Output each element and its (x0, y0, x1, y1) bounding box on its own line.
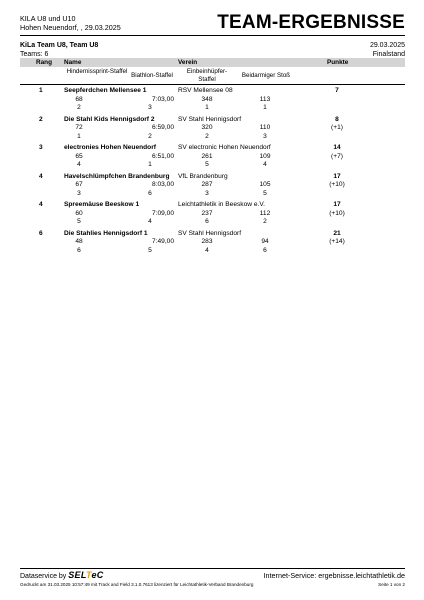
discipline-place: 3 (148, 104, 152, 111)
results-table (20, 87, 405, 259)
discipline-performance: 287 (201, 181, 213, 189)
team-name: Havelschlümpfchen Brandenburg (64, 172, 170, 180)
team-club: SV electronic Hohen Neuendorf (178, 144, 271, 152)
discipline-place: 2 (148, 132, 152, 140)
discipline-place: 4 (148, 218, 152, 226)
team-club: RSV Mellensee 08 (178, 87, 233, 94)
discipline-performance: 7:49,00 (152, 238, 174, 246)
team-rank: 4 (39, 172, 43, 180)
col-rang: Rang (36, 59, 52, 66)
discipline-place: 1 (148, 161, 152, 169)
seltec-logo: SELTeC (68, 570, 104, 580)
footer-divider (20, 568, 405, 569)
team-name: electronies Hohen Neuendorf (64, 144, 156, 152)
discipline-place: 2 (263, 218, 267, 226)
discipline-place: 5 (205, 161, 209, 169)
discipline-header (20, 67, 405, 85)
discipline-place: 1 (263, 104, 267, 111)
discipline-performance: 7:03,00 (152, 95, 174, 103)
discipline-performance: 110 (259, 124, 271, 132)
discipline-place: 4 (263, 161, 267, 169)
discipline-place: 3 (77, 189, 81, 197)
section-meta (370, 42, 405, 59)
team-points: 21 (333, 229, 341, 237)
team-row (20, 201, 405, 230)
team-row (20, 144, 405, 173)
discipline-place: 4 (77, 161, 81, 169)
competition-date: 29.03.2025 (369, 42, 405, 49)
discipline-performance: 60 (75, 209, 83, 217)
discipline-performance: 283 (201, 238, 213, 246)
discipline-4: Beidarmiger Stoß (241, 72, 291, 79)
discipline-performance: 48 (75, 238, 83, 246)
points-difference: (+14) (329, 238, 345, 246)
team-count: Teams: 6 (20, 50, 49, 58)
discipline-performance: 7:09,00 (152, 209, 174, 217)
points-difference: (+10) (329, 181, 345, 189)
team-points: 7 (335, 87, 339, 94)
team-row (20, 87, 405, 116)
event-name: KILA U8 und U10 (20, 14, 76, 23)
discipline-place: 4 (205, 246, 209, 254)
team-club: Leichtathletik in Beeskow e.V. (178, 201, 265, 209)
discipline-place: 6 (205, 218, 209, 226)
team-name: Die Stahl Kids Hennigsdorf 2 (64, 115, 155, 123)
discipline-performance: 65 (75, 152, 83, 160)
table-header (20, 58, 405, 67)
discipline-performance: 68 (75, 95, 83, 103)
discipline-place: 5 (77, 218, 81, 226)
team-name: Spreemäuse Beeskow 1 (64, 201, 140, 209)
team-points: 14 (333, 144, 341, 152)
team-row (20, 173, 405, 202)
discipline-performance: 320 (201, 124, 213, 132)
team-points: 17 (333, 201, 341, 209)
discipline-performance: 94 (261, 238, 269, 246)
points-difference: (+10) (329, 209, 345, 217)
discipline-performance: 8:03,00 (152, 181, 174, 189)
team-name: Die Stahlies Hennigsdorf 1 (64, 229, 148, 237)
col-verein: Verein (178, 59, 198, 66)
discipline-performance: 105 (259, 181, 271, 189)
discipline-place: 3 (263, 132, 267, 140)
team-rank: 1 (39, 87, 43, 94)
team-name: Seepferdchen Mellensee 1 (64, 87, 147, 94)
discipline-place: 5 (148, 246, 152, 254)
discipline-performance: 237 (201, 209, 213, 217)
discipline-place: 2 (77, 104, 81, 111)
discipline-place: 6 (263, 246, 267, 254)
team-points: 17 (333, 172, 341, 180)
discipline-2: Biathlon-Staffel (131, 72, 173, 79)
discipline-place: 6 (77, 246, 81, 254)
discipline-performance: 72 (75, 124, 83, 132)
page-number: Seite 1 von 2 (378, 582, 405, 587)
discipline-performance: 112 (259, 209, 271, 217)
discipline-place: 5 (263, 189, 267, 197)
col-punkte: Punkte (327, 59, 349, 66)
discipline-performance: 67 (75, 181, 83, 189)
discipline-place: 1 (205, 104, 209, 111)
discipline-performance: 109 (259, 152, 271, 160)
discipline-place: 3 (205, 189, 209, 197)
discipline-performance: 348 (201, 95, 213, 103)
col-name: Name (64, 59, 82, 66)
team-points: 8 (335, 115, 339, 123)
team-club: SV Stahl Hennigsdorf (178, 229, 242, 237)
team-club: VfL Brandenburg (178, 172, 228, 180)
team-rank: 6 (39, 229, 43, 237)
dataservice-label: Dataservice by (20, 573, 67, 580)
team-row (20, 230, 405, 259)
event-info (20, 14, 121, 32)
print-info: Gedruckt am 31.03.2025 10:57:49 mit Track and Field 3.1.0.7613 lizenziert für Leichtathletik-Verband Brandenburg (20, 582, 254, 587)
page-title: TEAM-ERGEBNISSE (217, 12, 405, 33)
discipline-place: 2 (205, 132, 209, 140)
dataservice (20, 570, 104, 580)
discipline-performance: 6:51,00 (152, 152, 174, 160)
discipline-performance: 6:59,00 (152, 124, 174, 132)
internet-service: Internet-Service: ergebnisse.leichtathletik.de (263, 571, 405, 580)
team-row (20, 116, 405, 145)
points-difference: (+1) (331, 124, 343, 132)
team-club: SV Stahl Hennigsdorf (178, 115, 242, 123)
team-rank: 2 (39, 115, 43, 123)
event-location-date: Hohen Neuendorf, , 29.03.2025 (20, 23, 121, 32)
team-rank: 4 (39, 201, 43, 209)
discipline-3: Einbeinhüpfer-Staffel (186, 68, 228, 83)
subheader-divider (20, 84, 405, 85)
discipline-place: 6 (148, 189, 152, 197)
header-divider (20, 35, 405, 36)
discipline-performance: 261 (201, 152, 213, 160)
competition-name: KiLa Team U8, Team U8 (20, 42, 99, 49)
team-rank: 3 (39, 144, 43, 152)
section-info (20, 42, 98, 59)
points-difference: (+7) (331, 152, 343, 160)
discipline-place: 1 (77, 132, 81, 140)
result-status: Finalstand (372, 50, 405, 58)
discipline-performance: 113 (259, 95, 271, 103)
discipline-1: Hindernissprint-Staffel (66, 68, 128, 75)
